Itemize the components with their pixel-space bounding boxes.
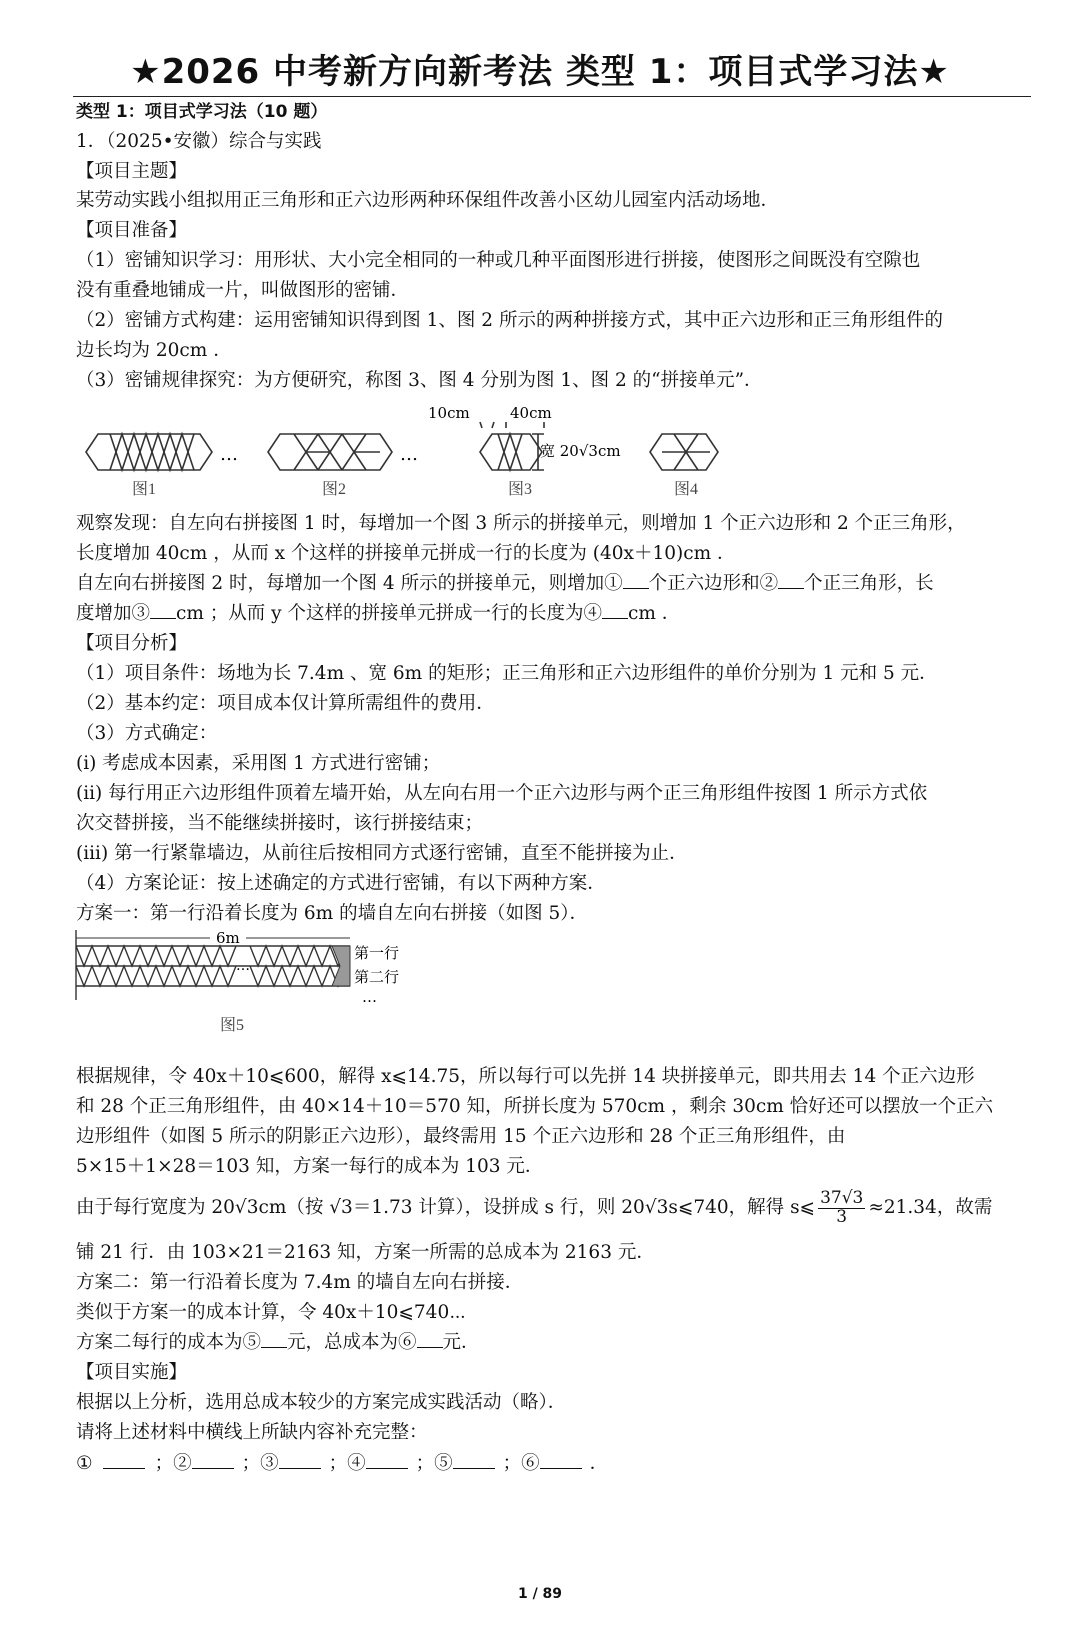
title-divider (73, 96, 1031, 97)
observation-2a: 自左向右拼接图 2 时，每增加一个图 4 所示的拼接单元，则增加① 个正六边形和② 个正三角形，长 (76, 573, 934, 594)
analysis-3-i: (i) 考虑成本因素，采用图 1 方式进行密铺； (76, 753, 441, 774)
figure-1-caption: 图1 (132, 481, 157, 498)
figure-5-row-1: 第一行 (354, 944, 400, 962)
width-line: 由于每行宽度为 20√3cm（按 √3＝1.73 计算），设拼成 s 行，则 20√3s⩽740，解得 s⩽ $\frac{37√3}{3}$ ≈21.34，故需 (76, 1187, 993, 1227)
analysis-3: （3）方式确定： (76, 723, 218, 744)
law-line-1: 根据规律，令 40x＋10⩽600，解得 x⩽14.75，所以每行可以先拼 14 块拼接单元，即共用去 14 个正六边形 (76, 1066, 975, 1087)
figure-3-unit (480, 422, 544, 470)
law-line-2: 和 28 个正三角形组件，由 40×14＋10＝570 知，所拼长度为 570cm ，剩余 30cm 恰好还可以摆放一个正六 (76, 1096, 994, 1117)
blank-5[interactable] (261, 1347, 287, 1348)
rows-line: 铺 21 行．由 103×21＝2163 知，方案一所需的总成本为 2163 元． (76, 1242, 655, 1263)
prep-heading: 【项目准备】 (76, 220, 188, 241)
analysis-3-ii-b: 次交替拼接，当不能继续拼接时，该行拼接结束； (76, 813, 484, 834)
blank-2[interactable] (778, 588, 804, 589)
figure-3-caption: 图3 (508, 481, 533, 498)
figure-5-dim-6m: 6m (216, 929, 240, 947)
figure-3-dim-10cm: 10cm (428, 404, 470, 422)
blank-4[interactable] (602, 618, 628, 619)
blank-6[interactable] (417, 1347, 443, 1348)
page-title: ★2026 中考新方向新考法 类型 1：项目式学习法★ (130, 52, 950, 92)
figure-2-caption: 图2 (322, 481, 347, 498)
blank-1[interactable] (623, 588, 649, 589)
figure-1-tiling (86, 434, 212, 470)
prep-item-3: （3）密铺规律探究：为方便研究，称图 3、图 4 分别为图 1、图 2 的“拼接单元”． (76, 370, 763, 391)
page-number: 1 / 89 (517, 1586, 563, 1602)
blank-3[interactable] (150, 618, 176, 619)
answer-blank-6[interactable] (540, 1468, 582, 1469)
analysis-4: （4）方案论证：按上述确定的方式进行密铺，有以下两种方案． (76, 873, 606, 894)
implementation-heading: 【项目实施】 (76, 1362, 188, 1383)
analysis-3-iii: (iii) 第一行紧靠墙边，从前往后按相同方式逐行密铺，直至不能拼接为止． (76, 843, 688, 864)
figure-4-unit (650, 434, 718, 470)
tiling-figures-1-4 (70, 404, 770, 504)
fraction-37root3-over-3: $\frac{37√3}{3}$ (820, 1187, 864, 1227)
prep-item-1b: 没有重叠地铺成一片，叫做图形的密铺． (76, 280, 410, 301)
topic-heading: 【项目主题】 (76, 161, 188, 182)
figure-5-row-more: … (362, 988, 377, 1006)
answer-blank-1[interactable] (103, 1468, 145, 1469)
plan-two-similar: 类似于方案一的成本计算，令 40x＋10⩽740⋯ (76, 1302, 466, 1323)
analysis-2: （2）基本约定：项目成本仅计算所需组件的费用． (76, 693, 495, 714)
observation-1b: 长度增加 40cm ，从而 x 个这样的拼接单元拼成一行的长度为 (40x＋10)cm ． (76, 543, 736, 564)
law-line-4: 5×15＋1×28＝103 知，方案一每行的成本为 103 元． (76, 1156, 544, 1177)
answer-blank-3[interactable] (279, 1468, 321, 1469)
figure-3-dim-40cm: 40cm (510, 404, 552, 422)
section-heading: 类型 1：项目式学习法（10 题） (76, 102, 328, 122)
answer-blank-2[interactable] (192, 1468, 234, 1469)
prep-item-1a: （1）密铺知识学习：用形状、大小完全相同的一种或几种平面图形进行拼接，使图形之间既没有空隙也 (76, 250, 921, 271)
implementation-text: 根据以上分析，选用总成本较少的方案完成实践活动（略）． (76, 1392, 567, 1413)
analysis-1: （1）项目条件：场地为长 7.4m 、宽 6m 的矩形；正三角形和正六边形组件的单价分别为 1 元和 5 元． (76, 663, 938, 684)
plan-two: 方案二：第一行沿着长度为 7.4m 的墙自左向右拼接． (76, 1272, 524, 1293)
figure-1-ellipsis: … (220, 444, 238, 465)
topic-text: 某劳动实践小组拟用正三角形和正六边形两种环保组件改善小区幼儿园室内活动场地． (76, 190, 780, 211)
observation-1a: 观察发现：自左向右拼接图 1 时，每增加一个图 3 所示的拼接单元，则增加 1 个正六边形和 2 个正三角形， (76, 513, 966, 534)
prep-item-2a: （2）密铺方式构建：运用密铺知识得到图 1、图 2 所示的两种拼接方式，其中正六边形和正三角形组件的 (76, 310, 943, 331)
figure-3-dim-width: 宽 20√3cm (540, 442, 621, 460)
figure-2-tiling (268, 434, 392, 470)
law-line-3: 边形组件（如图 5 所示的阴影正六边形），最终需用 15 个正六边形和 28 个正三角形组件，由 (76, 1126, 846, 1147)
problem-source: 1．（2025•安徽）综合与实践 (76, 131, 322, 152)
fill-prompt: 请将上述材料中横线上所缺内容补充完整： (76, 1422, 428, 1443)
figure-5-floor-plan (70, 928, 430, 1040)
answer-blanks: ① ；② ；③ ；④ ；⑤ ；⑥ ． (76, 1453, 609, 1474)
answer-blank-4[interactable] (366, 1468, 408, 1469)
figure-2-ellipsis: … (400, 444, 418, 465)
figure-5-ellipsis: … (236, 958, 250, 974)
figure-5-row-2: 第二行 (354, 968, 400, 986)
analysis-3-ii-a: (ii) 每行用正六边形组件顶着左墙开始，从左向右用一个正六边形与两个正三角形组件按图 1 所示方式依 (76, 783, 928, 804)
prep-item-2b: 边长均为 20cm ． (76, 340, 232, 361)
answer-blank-5[interactable] (453, 1468, 495, 1469)
plan-one: 方案一：第一行沿着长度为 6m 的墙自左向右拼接（如图 5）． (76, 903, 588, 924)
figure-4-caption: 图4 (674, 481, 699, 498)
observation-2b: 度增加③ cm ；从而 y 个这样的拼接单元拼成一行的长度为④ cm ． (76, 603, 681, 624)
plan-two-cost: 方案二每行的成本为⑤ 元，总成本为⑥ 元． (76, 1332, 480, 1353)
figure-5-caption: 图5 (220, 1017, 245, 1034)
analysis-heading: 【项目分析】 (76, 633, 188, 654)
